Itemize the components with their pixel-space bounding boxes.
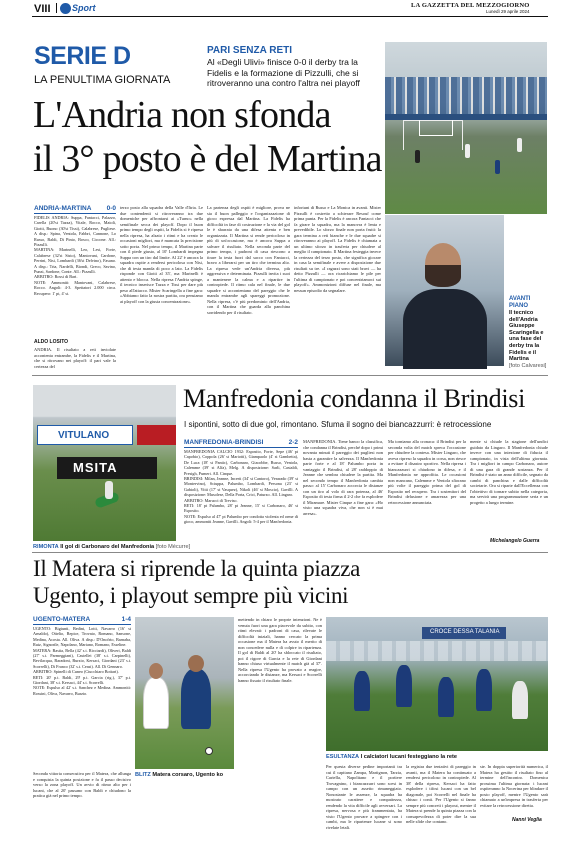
andria-author: ALDO LOSITO — [34, 339, 69, 345]
issue-date: Lunedì 29 aprile 2024 — [486, 9, 530, 14]
matera-blitz-caption-head: BLITZ — [135, 772, 151, 778]
andria-headline-1: L'Andria non sfonda — [33, 94, 331, 136]
matera-celebration-photo — [326, 617, 548, 751]
manfredonia-column-1: MANFREDONIA. Tiene banco la classifica, che condanna il Brindisi, perché dopo i primi novanta minuti il pareggio dei pugliesi non basta a garantire la salvezza. Il Manfredonia parte forte e al 18' Palumbo porta in vantaggio il Brindisi, al 28' raddoppio di Jeanne che sembra chiudere la partita. Ma nel secondo tempo il Manfredonia cambia passo: al 15' Carbonaro accorcia le distanze con un tiro al volo di rara potenza, al 46' Esposito di testa firma il 2-2 che fa esplodere il Miramare. Mister Cinque a fine gara: «Ho visto una squadra viva, che non si è mai arresa». — [303, 439, 383, 516]
matera-match-title — [33, 616, 131, 625]
manfredonia-photo-caption — [33, 544, 191, 551]
manfredonia-summary: I sipontini, sotto di due gol, rimontano. Sfuma il sogno dei biancazzurri: è retrocessione — [184, 420, 492, 429]
andria-kicker: PARI SENZA RETI — [207, 45, 293, 56]
manfredonia-match-photo — [33, 385, 176, 541]
header-divider — [56, 3, 57, 13]
ad-board-msita — [57, 457, 157, 479]
andria-match-score: 0-0 — [106, 205, 116, 212]
matera-celebration-caption-head: ESULTANZA — [326, 754, 360, 760]
manfredonia-headline: Manfredonia condanna il Brindisi — [183, 384, 526, 413]
ad-board-msita-text: MSITA — [73, 460, 118, 475]
matera-author: Nanni Veglia — [512, 817, 542, 823]
andria-match-teams: ANDRIA-MARTINA — [34, 205, 92, 212]
matera-column-4: ste. In doppia superiorità numerica, il Matera ha gestito il risultato fino al termine dell'incontro. Domenica prossima l'ultima giornata: i lucani ospiteranno la Nocerina per blindare il posto playoff, mentre l'Ugento sarà chiamato a un'impresa in trasferta per evitare la retrocessione diretta. — [480, 764, 548, 808]
andria-lineup-box: FIDELIS ANDRIA: Suppa, Fantacci, Palazzo, Carella (20'st Tazza), Vitale, Rocco, Maioli, Giotti, Buono (30'st Tissi), Calabrese, Pugliese. A disp.: Spina, Ventola, Fabbri, Cannone, Lo Russo, Baldi, Di Pinto, Bosco, Ciccone. All.: Pizzulli. MARTINA: Marinelli, Leo, Lesi, Forte, Calabrese (32'st Sisto), Mantovani, Cardone, Perrini, Nisi, Lombardi (36'st Delvino), Fasano. A disp.: Tria, Nardelli, Biondi, Greco, Savino, Punzi, Sardone, Conte. All.: Pizzulli. ARBITRO: Rossi di Bari. NOTE: Ammoniti: Mantovani, Calabrese, Rocco. Angoli: 4-3. Spettatori 2.000 circa. Recupero: 1' pt, 4' st. — [34, 215, 116, 296]
matera-blitz-caption — [135, 772, 235, 779]
matera-headline-2: Ugento, i playout sempre più vicini — [33, 583, 349, 608]
page-number: VIII — [34, 3, 51, 15]
manfredonia-column-2: Ma torniamo alla cronaca: il Brindisi per la seconda volta del match spreca l'occasione per chiudere la contesa. Mister Lingaro, che aveva ripreso la squadra in corsa, non riesce a evitare il disastro sportivo. Nella ripresa i biancazzurri si chiudono in difesa, e il Manfredonia ne approfitta. Le occasioni non mancano, Calemme e Ventola sfiorano più volte il pareggio prima del gol di Esposito nel recupero. Tra i sostenitori del Brindisi delusione e amarezza per una retrocessione annunciata. — [388, 439, 466, 505]
matera-celebration-caption — [326, 754, 548, 761]
sport-logo-icon — [60, 3, 71, 14]
newspaper-name: LA GAZZETTA DEL MEZZOGIORNO — [411, 2, 530, 9]
andria-column-1: terzo posto alla squadra della Valle d'Itria. Le due contendenti si ritroveranno tra due domeniche per affrontarsi ai «Turno» nella semifinale secca dei playoff. Dopo il buon primo tempo degli ospiti, la Fidelis si è ripresa nella ripresa, ha alzato i ritmi e ha creato le occasioni migliori, ma è mancata la precisione sotto porta. Nel primo tempo, il Martina parte con il piede giusto, al 10' Lombardi impegna Suppa con un tiro dal limite. Al 22' è ancora la squadra ospite a rendersi pericolosa con Nisi, che di testa manda di poco a lato. La Fidelis risponde con Giotti al 35', ma Marinelli è attento e blocca. Nella ripresa l'Andria spinge, il tecnico inserisce Tazza e Tissi per dare più peso all'attacco. Mister Scaringella a fine gara: «Abbiamo fatto la nostra partita, ora pensiamo ai playoff con la giusta concentrazione». — [120, 205, 203, 304]
andria-column-2: La partenza degli ospiti è migliore, prova ne sia il buon palleggio e l'organizzazione di gioco espressa dal Martina. La Fidelis ha difficoltà in fase di costruzione e la via del gol le è sbarrata da una difesa attenta e ben organizzata. Il Martina si rende pericoloso in più di un'occasione, ma è ancora Suppa a salvare il risultato. Nella seconda parte del primo tempo, i padroni di casa riescono a tirare la testa fuori dal sacco con Fantacci, bravo a liberarsi per un tiro che termina alto. La ripresa vede un'Andria diversa, più aggressiva e determinata. Pizzulli invita i suoi a mantenere la calma e a ripartire in contropiede. Il ritmo cala nel finale, le due squadre si accontentano del pareggio che le manda entrambe agli spareggi promozione. Nella ripresa, c'è più predominio dell'Andria, con il Martina che guarda alla panchina sorridendo per il risultato. — [207, 205, 290, 315]
matera-banner — [422, 627, 506, 639]
matera-match-score: 1-4 — [121, 616, 131, 623]
matera-banner-text: CROCE DESSA TALANIA — [430, 629, 500, 635]
section-subtitle: LA PENULTIMA GIORNATA — [34, 74, 171, 86]
andria-match-title — [34, 205, 116, 214]
andria-summary: Al «Degli Ulivi» finisce 0-0 il derby tra la Fidelis e la formazione di Pizzulli, che si ritroveranno una contro l'altra nei playoff — [207, 57, 360, 89]
andria-photo-caption — [509, 296, 549, 369]
andria-column-3: infortuni di Russo e La Monica in avanti. Mister Pizzulli è costretto a schierare Resouf come prima punta. Per la Fidelis è ancora Fantacci che fa girare la squadra, ma la manovra è lenta e prevedibile. Lo sforzo finale non porta frutti: la gara termina a reti bianche e le due squadre si ritroveranno ai playoff. La Fidelis è chiamata a un ultimo sforzo in trasferta per chiudere al meglio il campionato. Il Martina festeggia invece la certezza del terzo posto, che significa giocare in casa la semifinale e avere a disposizione due risultati su tre. «I ragazzi sono stati bravi — ha detto Pizzulli — ora ricarichiamo le pile per l'ultima di campionato e poi concentriamoci sui playoff». Ammonizioni diffuse nel finale, ma nessun episodio da segnalare. — [294, 205, 381, 293]
section-title: SERIE D — [34, 42, 131, 70]
ad-board-vitulano-text: VITULANO — [58, 430, 110, 441]
manfredonia-match-teams: MANFREDONIA-BRINDISI — [184, 439, 264, 446]
manfredonia-lineup-box: MANFREDONIA CALCIO 1932: Esposito, Forte, Sepe (46' pt Capobio), Coppola (26' st Mariotti), Giampaolo (4' st Gambetta), De Luca (18' st Pantic), Carbonaro, Giacobbe, Russo, Ventola, Calemme (39' st Alfa), Melg. A disposizione: Sarli, Castaldi, Presigh, Pumeri. All. Cinque. BRINDISI: Milan, Jeanne, Incerti (34' st Cantoro), Verarado (39' st Montervino), Sciuppa, Palumbo, Lombardi, Persona (23' st Gabioli), Vitti (17' st Vasquez), Nikoli (46' st Moscio), Gavillì. A disposizione: Musolese, Della Porta, Crici, Paturzo. All. Lingaro. ARBITRO: Marucci di Treviso. RETI: 18' pt Palumbo, 28' pt Jeanne, 15' st Carbonaro, 46' st Esposito. NOTE: Espulso al 47' pt Palumbo per condotta violenta ed orme di gioco, ammoniti Jeanne, Gavillì. Angoli: 5-4 per il Manfredonia. — [184, 449, 298, 525]
section-divider-2 — [32, 552, 548, 553]
manfredonia-match-score: 2-2 — [288, 439, 298, 446]
header-rule — [32, 16, 548, 17]
matera-column-2: Per questa diverse pedine importanti tra cui il capitano Zampa, Martignon, Tarzia, Cariella, Napolitano e il portiere Trovagnino, i biancazzurri sono scesi in campo con un assetto rimaneggiato. Nonostante le assenze, la squadra ha mostrato carattere e compattezza, rendendo la vita difficile agli avversari. La ripresa, nervosa e più frammentata, ha visto l'Ugento provare a spingere con i cambi, ma le ripartenze lucane si sono rivelate letali. — [326, 764, 402, 830]
page-header — [0, 0, 580, 16]
andria-coach-photo — [385, 215, 504, 366]
section-divider-1 — [32, 375, 548, 376]
andria-photo-caption-text: Il tecnico dell'Andria Giuseppe Scaringella e una fase del derby tra la Fidelis e il Martina — [509, 310, 544, 363]
matera-match-teams: UGENTO-MATERA — [33, 616, 91, 623]
manfredonia-photo-caption-text: Il gol di Carbonaro del Manfredonia — [60, 544, 155, 550]
matera-column-1: mettendo in chiaro le proprie intenzioni. Ne è venuta fuori una gara piacevole da subito, con ritmi elevati: i padroni di casa, rilevate le difficoltà iniziali, hanno cercato la prima occasione ma il Matera ha avuto il merito di non concedere nulla e di colpire in ripartenza. Il gol di Baldi al 20' ha sbloccato il risultato, poi il rigore di Garcia e la rete di Giordani hanno chiuso virtualmente il match già al 37'. Nella ripresa l'Ugento ha provato a reagire, accorciando le distanze, ma Kersaci e Scorrelli hanno fissato il risultato finale. — [238, 617, 322, 683]
manfredonia-photo-credit: [foto Mécurre] — [155, 544, 191, 550]
matera-lineup-box: UGENTO: Bigiunti, Bedini, Lotti, Navarro (16' st Arnaldo), Ottelio, Repice, Trovato, Romano, Sansone, Medina, Acosta. All. Oliva. A disp.: D'Onofrio, Barnaba, Ruiz, Signorile, Napolano, Mariano, Romano, Esseline. MATERA: Bastia, Bella (42' s.t. Ricciardi), Oliveri, Baldi (27' s.t. Parmeggiani), Castellei (38' s.t. Carpinelli), Bevilacqua, Baradoni, Burzio, Kersaci, Giordani (23' s.t. Scorrelli), Di Franco (32' s.t. Ceasi). All. Di Gennaro. ARBITRO: Spinelli di Cuneo (Ciucchiaro Bottari). RETI: 20' p.t. Baldi, 29' p.t. Garcia (rig.), 37' p.t. Giordani, 38' s.t. Kersaci, 44' s.t. Scorrelli. NOTE: Espulso al 42' s.t. Sanchez e Medina. Ammoniti: Rossini, Oliva, Navarro, Burzio. — [33, 626, 131, 696]
andria-lead-text: ANDRIA. Il risultato a reti inviolate accontenta entrambe, la Fidelis e il Martina, che si ritrovano nei playoff: il pari vale la certezza del — [34, 347, 116, 369]
manfredonia-column-3: mente si chiude la stagione dell'undici guidato da Lingaro. Il Manfredonia chiude invece con una iniezione di fiducia il campionato, in vista dell'ultima giornata. Tra i migliori in campo Carbonaro, autore di una gara di grande sostanza. Per il Brindisi è stato un anno difficile, segnato da cambi di panchina e dalle difficoltà societarie. Ora si riparte dall'Eccellenza con l'obiettivo di tornare subito nella categoria, ma servirà una programmazione seria e un progetto a lungo termine. — [470, 439, 548, 505]
ad-board-vitulano — [37, 425, 133, 445]
andria-photo-credit: [foto Calvaresi] — [509, 362, 547, 369]
andria-headline-2: il 3° posto è del Martina — [33, 138, 382, 180]
andria-photo-caption-head: AVANTI PIANO — [509, 296, 531, 309]
matera-column-3: la registra due tentativi di pareggio in avanti, ma il Matera ha continuato a rendersi pericoloso in contropiede. Al 38' della ripresa, Kersaci ha fatto esplodere i tifosi lucani con un bel diagonale, poi Scorrelli nel finale ha chiuso i conti. Per l'Ugento si fanno sempre più concreti i playout, mentre il Matera si prende la quinta piazza con la consapevolezza di poter dire la sua nelle sfide che contano. — [406, 764, 476, 824]
matera-blitz-photo — [135, 617, 234, 769]
manfredonia-author: Michelangelo Guerra — [490, 538, 540, 544]
section-logo: Sport — [72, 3, 96, 13]
andria-match-photo — [385, 42, 547, 214]
matera-celebration-caption-text: I calciatori lucani festeggiano la rete — [360, 754, 457, 760]
manfredonia-photo-caption-head: RIMONTA — [33, 544, 59, 550]
matera-lead-text: Seconda vittoria consecutiva per il Matera, che allunga e conquista la quinta posizione e fa il passo decisivo verso la zona playoff. Un avvio di ritmo alto per i lucani, che al 20' passano con Baldi e chiudono la pratica già nel primo tempo. — [33, 771, 131, 798]
matera-blitz-caption-text: Matera corsaro, Ugento ko — [152, 772, 223, 778]
manfredonia-match-title — [184, 439, 298, 448]
matera-headline-1: Il Matera si riprende la quinta piazza — [33, 556, 361, 581]
